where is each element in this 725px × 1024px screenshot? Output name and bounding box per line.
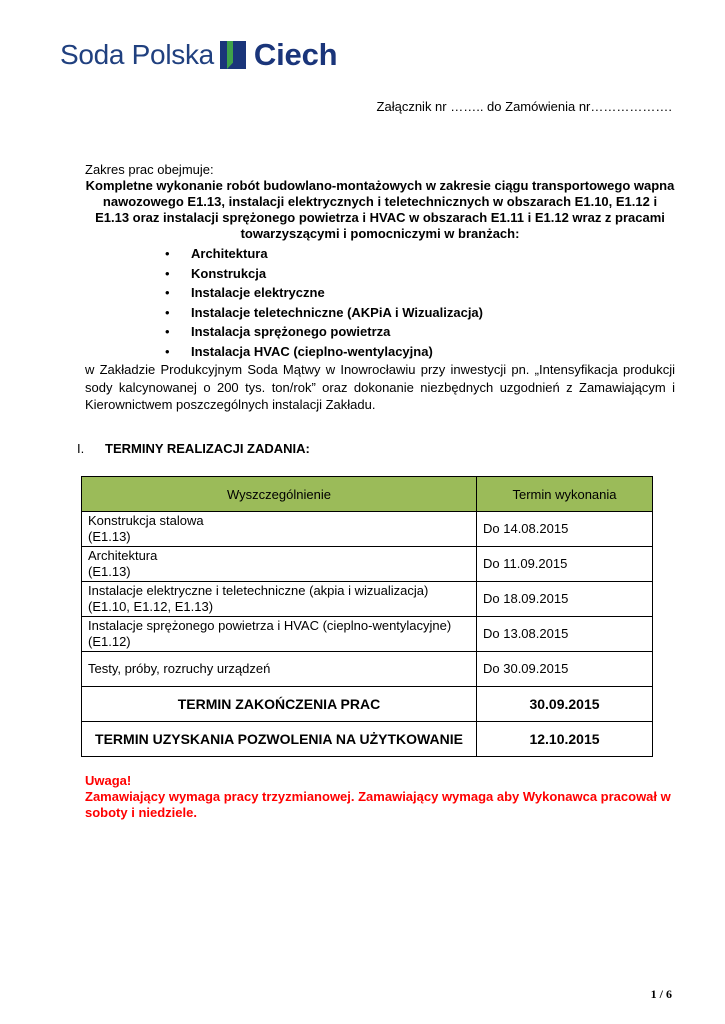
table-header-row bbox=[82, 477, 653, 512]
bullet-icon: • bbox=[165, 285, 170, 300]
section-title: TERMINY REALIZACJI ZADANIA: bbox=[105, 441, 310, 456]
logo-text-ciech: Ciech bbox=[253, 37, 338, 72]
list-item: • Instalacje teletechniczne (AKPiA i Wizualizacja) bbox=[165, 303, 675, 323]
scope-heading: Zakres prac obejmuje: bbox=[85, 162, 214, 177]
note-title: Uwaga! bbox=[85, 773, 132, 788]
header-description: Wyszczególnienie bbox=[82, 477, 477, 512]
list-item: • Instalacja sprężonego powietrza bbox=[165, 322, 675, 342]
attachment-line: Załącznik nr …….. do Zamówienia nr………………. bbox=[376, 99, 672, 114]
list-item: • Instalacja HVAC (cieplno-wentylacyjna) bbox=[165, 342, 675, 362]
summary-row-completion: TERMIN ZAKOŃCZENIA PRAC 30.09.2015 bbox=[82, 687, 653, 722]
table-row: Architektura (E1.13) Do 11.09.2015 bbox=[82, 547, 653, 582]
bullet-icon: • bbox=[165, 324, 170, 339]
logo-text-soda-polska: Soda Polska bbox=[60, 39, 214, 70]
table-row: Instalacje elektryczne i teletechniczne (akpia i wizualizacja) (E1.10, E1.12, E1.13) Do 18.09.2015 bbox=[82, 582, 653, 617]
ciech-logo-icon bbox=[220, 41, 246, 69]
table-row: Instalacje sprężonego powietrza i HVAC (cieplno-wentylacyjne) (E1.12) Do 13.08.2015 bbox=[82, 617, 653, 652]
warning-note bbox=[85, 773, 685, 821]
page-number: 1 / 6 bbox=[650, 987, 672, 1001]
summary-row-permit: TERMIN UZYSKANIA POZWOLENIA NA UŻYTKOWANIE 12.10.2015 bbox=[82, 722, 653, 757]
scope-list bbox=[85, 244, 675, 361]
note-text: Zamawiający wymaga pracy trzyzmianowej. Zamawiający wymaga aby Wykonawca pracował w soboty i niedziele. bbox=[85, 789, 671, 820]
bullet-icon: • bbox=[165, 246, 170, 261]
section-heading bbox=[77, 441, 310, 456]
list-item: • Konstrukcja bbox=[165, 264, 675, 284]
scope-description: Kompletne wykonanie robót budowlano-montażowych w zakresie ciągu transportowego wapna nawozowego E1.13, instalacji elektrycznych i teletechnicznych w obszarach E1.10, E1.12 i E1.13 oraz instalacji sprężonego powietrza i HVAC w obszarach E1.11 i E1.12 wraz z pracami towarzyszącymi i pomocniczymi w branżach: bbox=[85, 178, 675, 241]
bullet-icon: • bbox=[165, 304, 170, 320]
list-item: • Architektura bbox=[165, 244, 675, 264]
bullet-icon: • bbox=[165, 343, 170, 359]
section-number: I. bbox=[77, 441, 85, 456]
table-row: Konstrukcja stalowa (E1.13) Do 14.08.2015 bbox=[82, 512, 653, 547]
scope-section bbox=[85, 162, 675, 361]
bullet-icon: • bbox=[165, 265, 170, 281]
location-paragraph: w Zakładzie Produkcyjnym Soda Mątwy w Inowrocławiu przy inwestycji pn. „Intensyfikacja produkcji sody kalcynowanej o 200 tys. ton/rok” oraz dokonanie niezbędnych uzgodnień z Zamawiającym i Kierownictwem poszczególnych instalacji Zakładu. bbox=[85, 362, 675, 412]
company-logo bbox=[60, 38, 337, 72]
schedule-table bbox=[81, 476, 653, 757]
table-row: Testy, próby, rozruchy urządzeń Do 30.09.2015 bbox=[82, 652, 653, 687]
list-item: • Instalacje elektryczne bbox=[165, 283, 675, 303]
header-deadline: Termin wykonania bbox=[477, 477, 653, 512]
